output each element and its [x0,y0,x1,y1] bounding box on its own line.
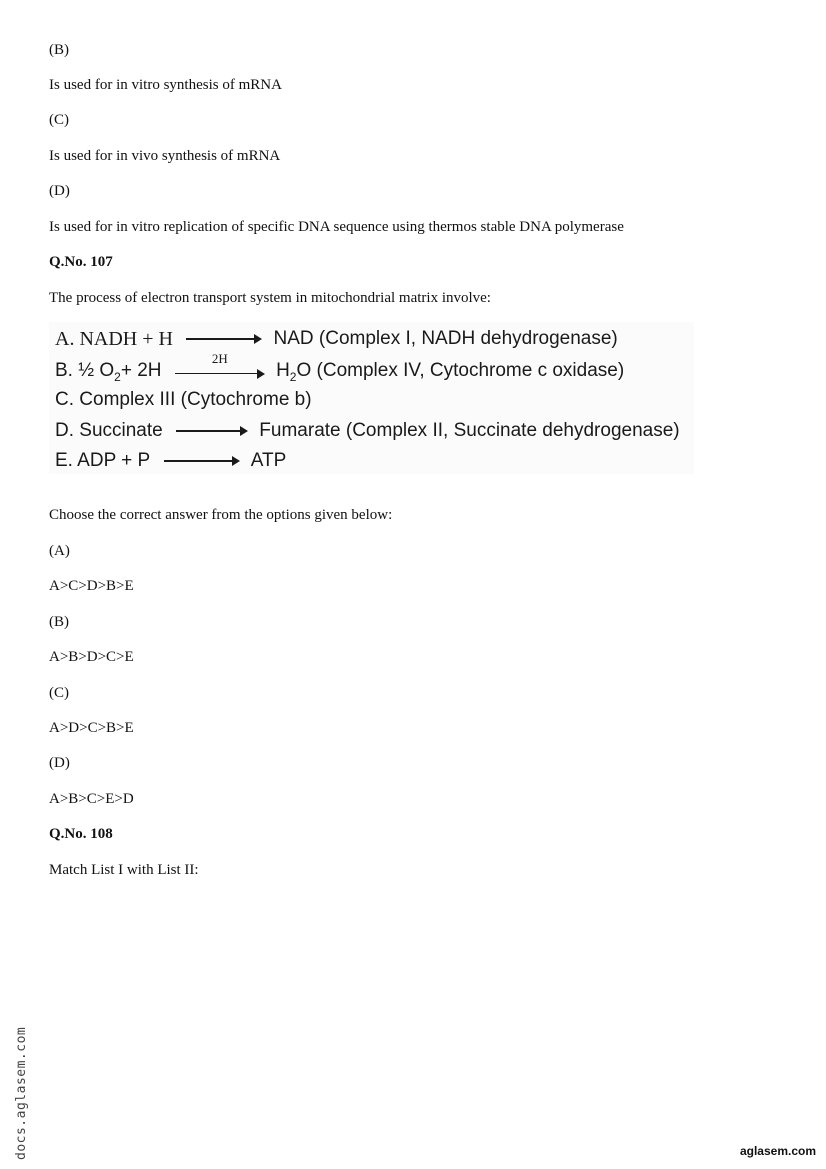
side-watermark: docs.aglasem.com [14,1026,29,1160]
option-label-c: (C) [49,112,69,128]
option-text-b: A>B>D>C>E [49,649,134,665]
reaction-c [55,387,312,413]
reaction-a [55,326,618,352]
option-label-d: (D) [49,755,70,771]
reaction-a-right: NAD (Complex I, NADH dehydrogenase) [273,328,618,349]
reaction-c-text: C. Complex III (Cytochrome b) [55,389,312,410]
option-label-b: (B) [49,42,69,58]
option-text-d: A>B>C>E>D [49,791,134,807]
instruction-text: Choose the correct answer from the options given below: [49,507,393,523]
reaction-figure [49,322,694,474]
reaction-b-left: B. ½ $O_2+ 2H$ [55,360,162,384]
reaction-b [55,350,625,384]
reaction-e [55,448,286,474]
option-text-a: A>C>D>B>E [49,578,134,594]
question-text-107: The process of electron transport system in mitochondrial matrix involve: [49,290,491,306]
arrow-label: 2H [211,350,228,366]
option-text-c: Is used for in vivo synthesis of mRNA [49,148,281,164]
arrow-icon [164,456,240,466]
option-label-c: (C) [49,685,69,701]
option-label-d: (D) [49,183,70,199]
option-label-b: (B) [49,614,69,630]
reaction-d [55,418,680,444]
arrow-icon [186,334,262,344]
question-number-108: Q.No. 108 [49,826,113,842]
reaction-e-right: ATP [250,450,287,471]
reaction-d-right: Fumarate (Complex II, Succinate dehydrogenase) [259,420,680,441]
arrow-icon [175,350,265,379]
option-text-c: A>D>C>B>E [49,720,134,736]
reaction-e-left: E. ADP + P [55,450,151,471]
question-text-108: Match List I with List II: [49,862,199,878]
option-label-a: (A) [49,543,70,559]
reaction-d-left: D. Succinate [55,420,163,441]
reaction-b-right: $H_2O$ (Complex IV, Cytochrome c oxidase) [276,360,625,384]
question-number-107: Q.No. 107 [49,254,113,270]
option-text-d: Is used for in vitro replication of specific DNA sequence using thermos stable DNA polymerase [49,219,624,235]
corner-watermark: aglasem.com [739,1144,816,1158]
reaction-a-left: A. NADH + H [55,328,173,350]
arrow-icon [176,426,248,436]
option-text-b: Is used for in vitro synthesis of mRNA [49,77,282,93]
